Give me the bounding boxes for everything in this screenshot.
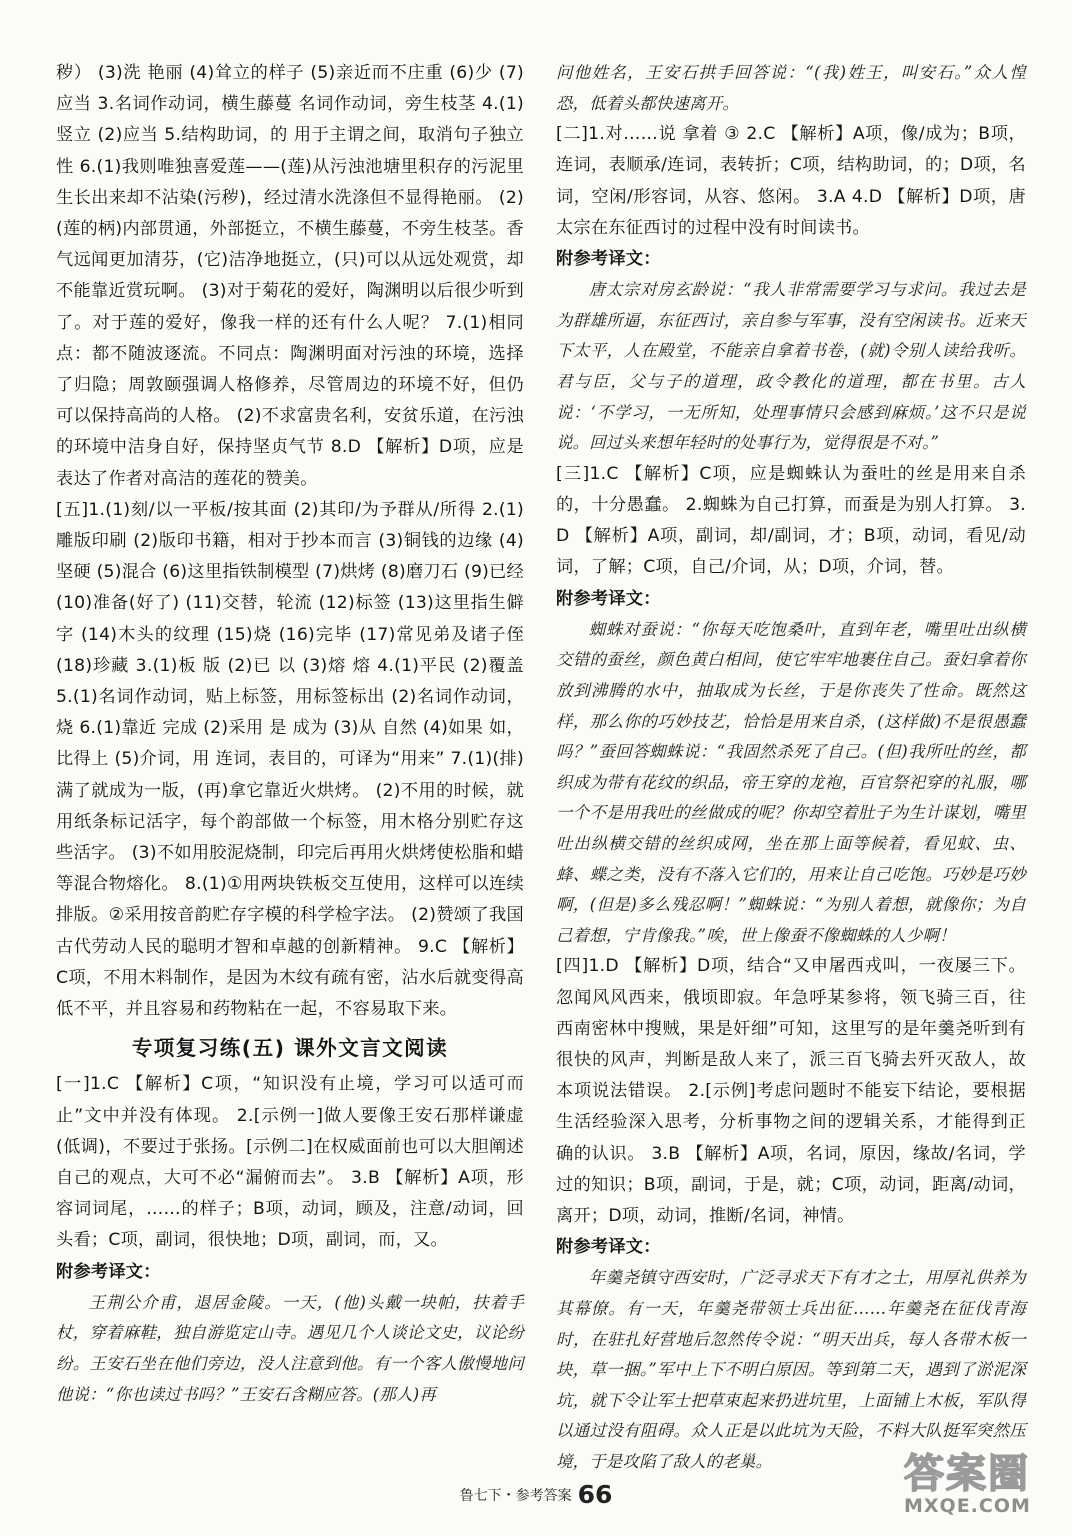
watermark-url: MXQE.COM bbox=[904, 1495, 1031, 1517]
page-number: 66 bbox=[577, 1480, 613, 1509]
reference-translation-label: 附参考译文： bbox=[556, 249, 661, 269]
reference-translation-label: 附参考译文： bbox=[556, 1237, 661, 1258]
reference-translation-continued: 问他姓名，王安石拱手回答说：“(我)姓王，叫安石。”众人惶恐，低着头都快速离开。 bbox=[556, 63, 1026, 113]
footer-label: 鲁七下・参考答案 bbox=[459, 1488, 572, 1504]
answer-paragraph-extra-1: [一]1.C 【解析】C项，“知识没有止境，学习可以适可而止”文中并没有体现。 2.[示例一]做人要像王安石那样谦虚(低调)，不要过于张扬。[示例二]在权威面前也可以大胆阐述自己的观点，大可不必“漏俯而去”。 3.B 【解析】A项，形容词词尾，……的样子；B项，动词，顾及，注意/动词，回头看；C项，副词，很快地；D项，副词，而，又。 bbox=[56, 1074, 524, 1251]
section-title: 专项复习练(五) 课外文言文阅读 bbox=[131, 1036, 449, 1061]
reference-translation-text: 蜘蛛对蚕说：“你每天吃饱桑叶，直到年老，嘴里吐出纵横交错的蚕丝，颜色黄白相间，使它牢牢地裹住自己。蚕妇拿着你放到沸腾的水中，抽取成为长丝，于是你丧失了性命。既然这样，那么你的巧妙技艺，恰恰是用来自杀，(这样做)不是很愚蠢吗？”蚕回答蜘蛛说：“我固然杀死了自己。(但)我所吐的丝，都织成为带有花纹的织品，帝王穿的龙袍，百官祭祀穿的礼服，哪一个不是用我吐的丝做成的呢？你却空着肚子为生计谋划，嘴里吐出纵横交错的丝织成网，坐在那上面等候着，看见蚊、虫、蜂、蝶之类，没有不落入它们的，用来让自己吃饱。巧妙是巧妙啊，(但是)多么残忍啊！”蜘蛛说：“为别人着想，就像你；为自己着想，宁肯像我。”唉，世上像蚕不像蜘蛛的人少啊！ bbox=[556, 619, 1026, 945]
reference-translation-label: 附参考译文： bbox=[56, 1261, 161, 1282]
left-column bbox=[56, 58, 524, 1410]
right-column bbox=[556, 58, 1026, 1478]
answer-paragraph-5: [五]1.(1)刻/以一平板/按其面 (2)其印/为予群从/所得 2.(1)雕版印刷 (2)版印书籍，相对于抄本而言 (3)铜钱的边缘 (4)坚硬 (5)混合 (6)这里指铁制模型 (7)烘烤 (8)磨刀石 (9)已经 (10)准备(好了) (11)交替，轮流 (12)标签 (13)这里指生僻字 (14)木头的纹理 (15)烧 (16)完毕 (17)常见弟及诸子侄 (18)珍藏 3.(1)板 版 (2)已 以 (3)熔 熔 4.(1)平民 (2)覆盖 5.(1)名词作动词，贴上标签，用标签标出 (2)名词作动词，烧 6.(1)靠近 完成 (2)采用 是 成为 (3)从 自然 (4)如果 如，比得上 (5)介词，用 连词，表目的，可译为“用来” 7.(1)(排)满了就成为一版，(再)拿它靠近火烘烤。 (2)不用的时候，就用纸条标记活字，每个韵部做一个标签，用木格分别贮存这些活字。 (3)不如用胶泥烧制，印完后再用火烘烤使松脂和蜡等混合物熔化。 8.(1)①用两块铁板交互使用，这样可以连续排版。②采用按音韵贮存字模的科学检字法。 (2)赞颂了我国古代劳动人民的聪明才智和卓越的创新精神。 9.C 【解析】C项，不用木料制作，是因为木纹有疏有密，沾水后就变得高低不平，并且容易和药物粘在一起，不容易取下来。 bbox=[56, 499, 524, 1020]
reference-translation-text: 年羹尧镇守西安时，广泛寻求天下有才之士，用厚礼供养为其幕僚。有一天，年羹尧带领士兵出征……年羹尧在征伐青海时，在驻扎好营地后忽然传令说：“明天出兵，每人各带木板一块，草一捆。”军中上下不明白原因。等到第二天，遇到了淤泥深坑，就下令让军士把草束起来扔进坑里，上面铺上木板，军队得以通过没有阻碍。众人正是以此坑为天险，不料大队挺军突然压境，于是攻陷了敌人的老巢。 bbox=[556, 1268, 1026, 1471]
reference-translation-text: 唐太宗对房玄龄说：“我人非常需要学习与求问。我过去是为群雄所逼，东征西讨，亲自参与军事，没有空闲读书。近来天下太平，人在殿堂，不能亲自拿着书卷，(就)令别人读给我听。君与臣，父与子的道理，政令教化的道理，都在书里。古人说：‘不学习，一无所知，处理事情只会感到麻烦。’这不只是说说。回过头来想年轻时的处事行为，觉得很是不对。” bbox=[556, 280, 1026, 453]
answer-paragraph-1: 秽） (3)洗 艳丽 (4)耸立的样子 (5)亲近而不庄重 (6)少 (7)应当 3.名词作动词，横生藤蔓 名词作动词，旁生枝茎 4.(1)竖立 (2)应当 5.结构助词，的 用于主谓之间，取消句子独立性 6.(1)我则唯独喜爱莲——(莲)从污浊池塘里积存的污泥里生长出来却不沾染(污秽)，经过清水洗涤但不显得艳丽。 (2)(莲的柄)内部贯通，外部挺立，不横生藤蔓，不旁生枝茎。香气远闻更加清芬，(它)洁净地挺立，(只)可以从远处观赏，却不能靠近赏玩啊。 (3)对于菊花的爱好，陶渊明以后很少听到了。对于莲的爱好，像我一样的还有什么人呢？ 7.(1)相同点：都不随波逐流。不同点：陶渊明面对污浊的环境，选择了归隐；周敦颐强调人格修养，尽管周边的环境不好，但仍可以保持高尚的人格。 (2)不求富贵名利，安贫乐道，在污浊的环境中洁身自好，保持坚贞气节 8.D 【解析】D项，应是表达了作者对高洁的莲花的赞美。 bbox=[56, 63, 524, 489]
watermark-logo-text: 答案圈 bbox=[904, 1451, 1030, 1497]
answer-paragraph-extra-2: [二]1.对……说 拿着 ③ 2.C 【解析】A项，像/成为；B项，连词，表顺承/连词，表转折；C项，结构助词，的；D项，名词，空闲/形容词，从容、悠闲。 3.A 4.D 【解析】D项，唐太宗在东征西讨的过程中没有时间读书。 bbox=[556, 124, 1026, 238]
watermark-logo bbox=[904, 1442, 1054, 1532]
reference-translation-text: 王荆公介甫，退居金陵。一天，(他)头戴一块帕，扶着手杖，穿着麻鞋，独自游览定山寺。遇见几个人谈论文史，议论纷纷。王安石坐在他们旁边，没人注意到他。有一个客人傲慢地问他说：“你也读过书吗？”王安石含糊应答。(那人)再 bbox=[56, 1292, 524, 1404]
reference-translation-label: 附参考译文： bbox=[556, 588, 661, 609]
answer-paragraph-extra-4: [四]1.D 【解析】D项，结合“又申屠西戎叫，一夜屡三下。忽闻风风西来，俄顷即寂。年急呼某参将，领飞骑三百，往西南密林中搜贼，果是奸细”可知，这里写的是年羹尧听到有很快的风声，判断是敌人来了，派三百飞骑去歼灭敌人，故本项说法错误。 2.[示例]考虑问题时不能妄下结论，要根据生活经验深入思考，分析事物之间的逻辑关系，才能得到正确的认识。 3.B 【解析】A项，名词，原因，缘故/名词，学过的知识；B项，副词，于是，就；C项，动词，距离/动词，离开；D项，动词，推断/名词，神情。 bbox=[556, 956, 1026, 1226]
answer-paragraph-extra-3: [三]1.C 【解析】C项，应是蜘蛛认为蚕吐的丝是用来自杀的，十分愚蠢。 2.蜘蛛为自己打算，而蚕是为别人打算。 3.D 【解析】A项，副词，却/副词，才；B项，动词，看见/动词，了解；C项，自己/介词，从；D项，介词，替。 bbox=[556, 463, 1026, 578]
